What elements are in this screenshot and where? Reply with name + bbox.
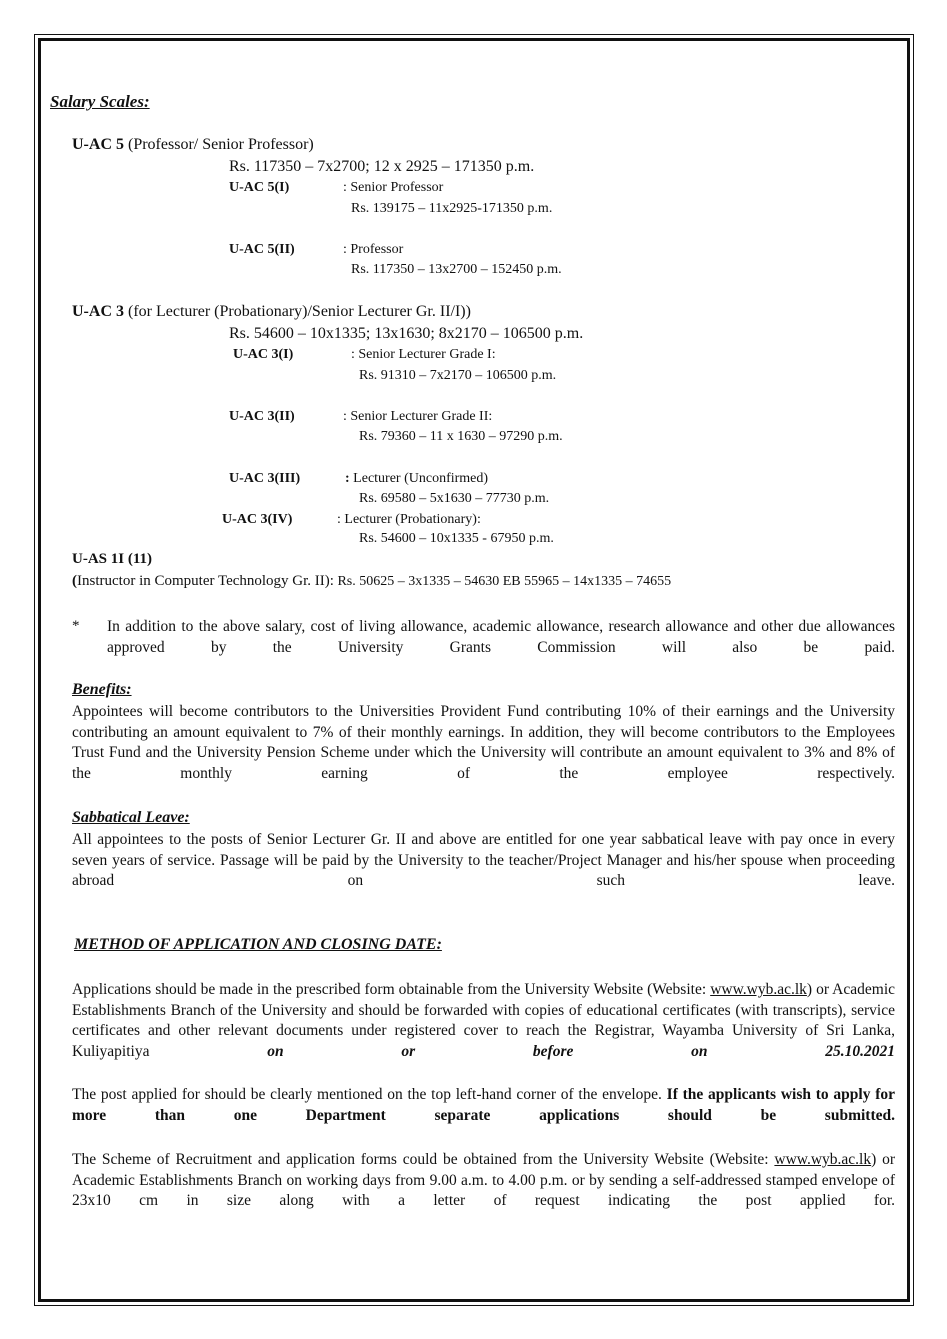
method-p3-text-a: The Scheme of Recruitment and application forms could be obtained from the University Website (Website:	[72, 1151, 775, 1168]
uac3-code: U-AC 3	[72, 303, 124, 320]
uac3-1-scale: Rs. 91310 – 7x2170 – 106500 p.m.	[359, 368, 557, 383]
method-p2-text: The post applied for should be clearly mentioned on the top left-hand corner of the envelope.	[72, 1086, 667, 1103]
uac5-code: U-AC 5	[72, 136, 124, 153]
method-p1-text-b: ) or Academic Establishments Branch of the University and should be forwarded with copies of educational certificates (with transcripts), service certificates and other relevant documents under registered cover to reach the Registrar, Wayamba University of Sri Lanka, Kuliyapitiya	[72, 981, 896, 1060]
uac5-1-title: : Senior Professor	[343, 180, 444, 195]
benefits-heading: Benefits:	[72, 681, 132, 698]
uac5-2-code: U-AC 5(II)	[229, 242, 295, 257]
uac3-2-title: : Senior Lecturer Grade II:	[343, 409, 493, 424]
method-p1-text-a: Applications should be made in the prescribed form obtainable from the University Website (Website:	[72, 981, 711, 998]
sabbatical-heading: Sabbatical Leave:	[72, 809, 190, 826]
uac5-scale: Rs. 117350 – 7x2700; 12 x 2925 – 171350 p.m.	[229, 158, 535, 175]
method-heading: METHOD OF APPLICATION AND CLOSING DATE:	[74, 936, 442, 953]
uac3-1-code: U-AC 3(I)	[233, 347, 294, 362]
uac3-title: (for Lecturer (Probationary)/Senior Lecturer Gr. II/I))	[124, 303, 471, 320]
note-asterisk: *	[72, 618, 80, 634]
sabbatical-text: All appointees to the posts of Senior Lecturer Gr. II and above are entitled for one year sabbatical leave with pay once in every seven years of service. Passage will be paid by the University to the teacher/Project Manager and his/her spouse when proceeding abroad on such leave.	[72, 831, 895, 889]
uac3-4-title: : Lecturer (Probationary):	[337, 512, 481, 527]
closing-date: on or before on 25.10.2021	[267, 1042, 895, 1060]
uac5-title: (Professor/ Senior Professor)	[124, 136, 314, 153]
benefits-paragraph	[72, 702, 895, 805]
uac3-4-code: U-AC 3(IV)	[222, 512, 293, 527]
uac3-3-colon: :	[345, 471, 350, 486]
uac5-header	[72, 136, 314, 154]
uac3-4-scale: Rs. 54600 – 10x1335 - 67950 p.m.	[359, 531, 554, 546]
method-paragraph-3	[72, 1150, 895, 1232]
salary-scales-heading: Salary Scales:	[50, 92, 150, 111]
uac3-2-scale: Rs. 79360 – 11 x 1630 – 97290 p.m.	[359, 429, 563, 444]
uas-line	[72, 572, 671, 590]
university-website-link[interactable]: www.wyb.ac.lk	[710, 981, 807, 998]
uac3-scale: Rs. 54600 – 10x1335; 13x1630; 8x2170 – 106500 p.m.	[229, 325, 584, 342]
uac3-3-code: U-AC 3(III)	[229, 471, 301, 486]
method-paragraph-1	[72, 980, 895, 1083]
benefits-text: Appointees will become contributors to the Universities Provident Fund contributing 10% of their earnings and the University contributing an amount equivalent to 7% of their monthly earnings. In addition, they will become contributors to the Employees Trust Fund and the University Pension Scheme under which the University will contribute an amount equivalent to 3% and 8% of the monthly earning of the employee respectively.	[72, 703, 895, 782]
uas-scale: Rs. 50625 – 3x1335 – 54630 EB 55965 – 14x1335 – 74655	[333, 574, 672, 589]
uac3-3-title: Lecturer (Unconfirmed)	[349, 471, 489, 486]
uac5-2-title: : Professor	[343, 242, 404, 257]
uas-title: Instructor in Computer Technology Gr. II):	[77, 573, 334, 589]
uac3-3-title-line	[345, 471, 488, 487]
method-paragraph-2	[72, 1085, 895, 1147]
uac5-1-scale: Rs. 139175 – 11x2925-171350 p.m.	[351, 201, 553, 216]
uas-paren: (	[72, 573, 77, 589]
allowance-note	[107, 617, 895, 679]
university-website-link-2[interactable]: www.wyb.ac.lk	[774, 1151, 872, 1168]
method-p2-bold: If the applicants wish to apply for more than one Department separate applications should be submitted.	[72, 1086, 895, 1124]
uac3-3-scale: Rs. 69580 – 5x1630 – 77730 p.m.	[359, 491, 550, 506]
method-p3-text-b: ) or Academic Establishments Branch on working days from 9.00 a.m. to 4.00 p.m. or by sending a self-addressed stamped envelope of 23x10 cm in size along with a letter of request indicating the post applied for.	[72, 1151, 896, 1209]
uac3-2-code: U-AC 3(II)	[229, 409, 295, 424]
sabbatical-paragraph	[72, 830, 895, 912]
uac5-2-scale: Rs. 117350 – 13x2700 – 152450 p.m.	[351, 262, 562, 277]
allowance-note-text: In addition to the above salary, cost of living allowance, academic allowance, research allowance and other due allowances approved by the University Grants Commission will also be paid.	[107, 618, 895, 656]
uac3-1-title: : Senior Lecturer Grade I:	[351, 347, 496, 362]
uac5-1-code: U-AC 5(I)	[229, 180, 290, 195]
uac3-header	[72, 303, 471, 321]
uas-code: U-AS 1I (11)	[72, 551, 153, 567]
